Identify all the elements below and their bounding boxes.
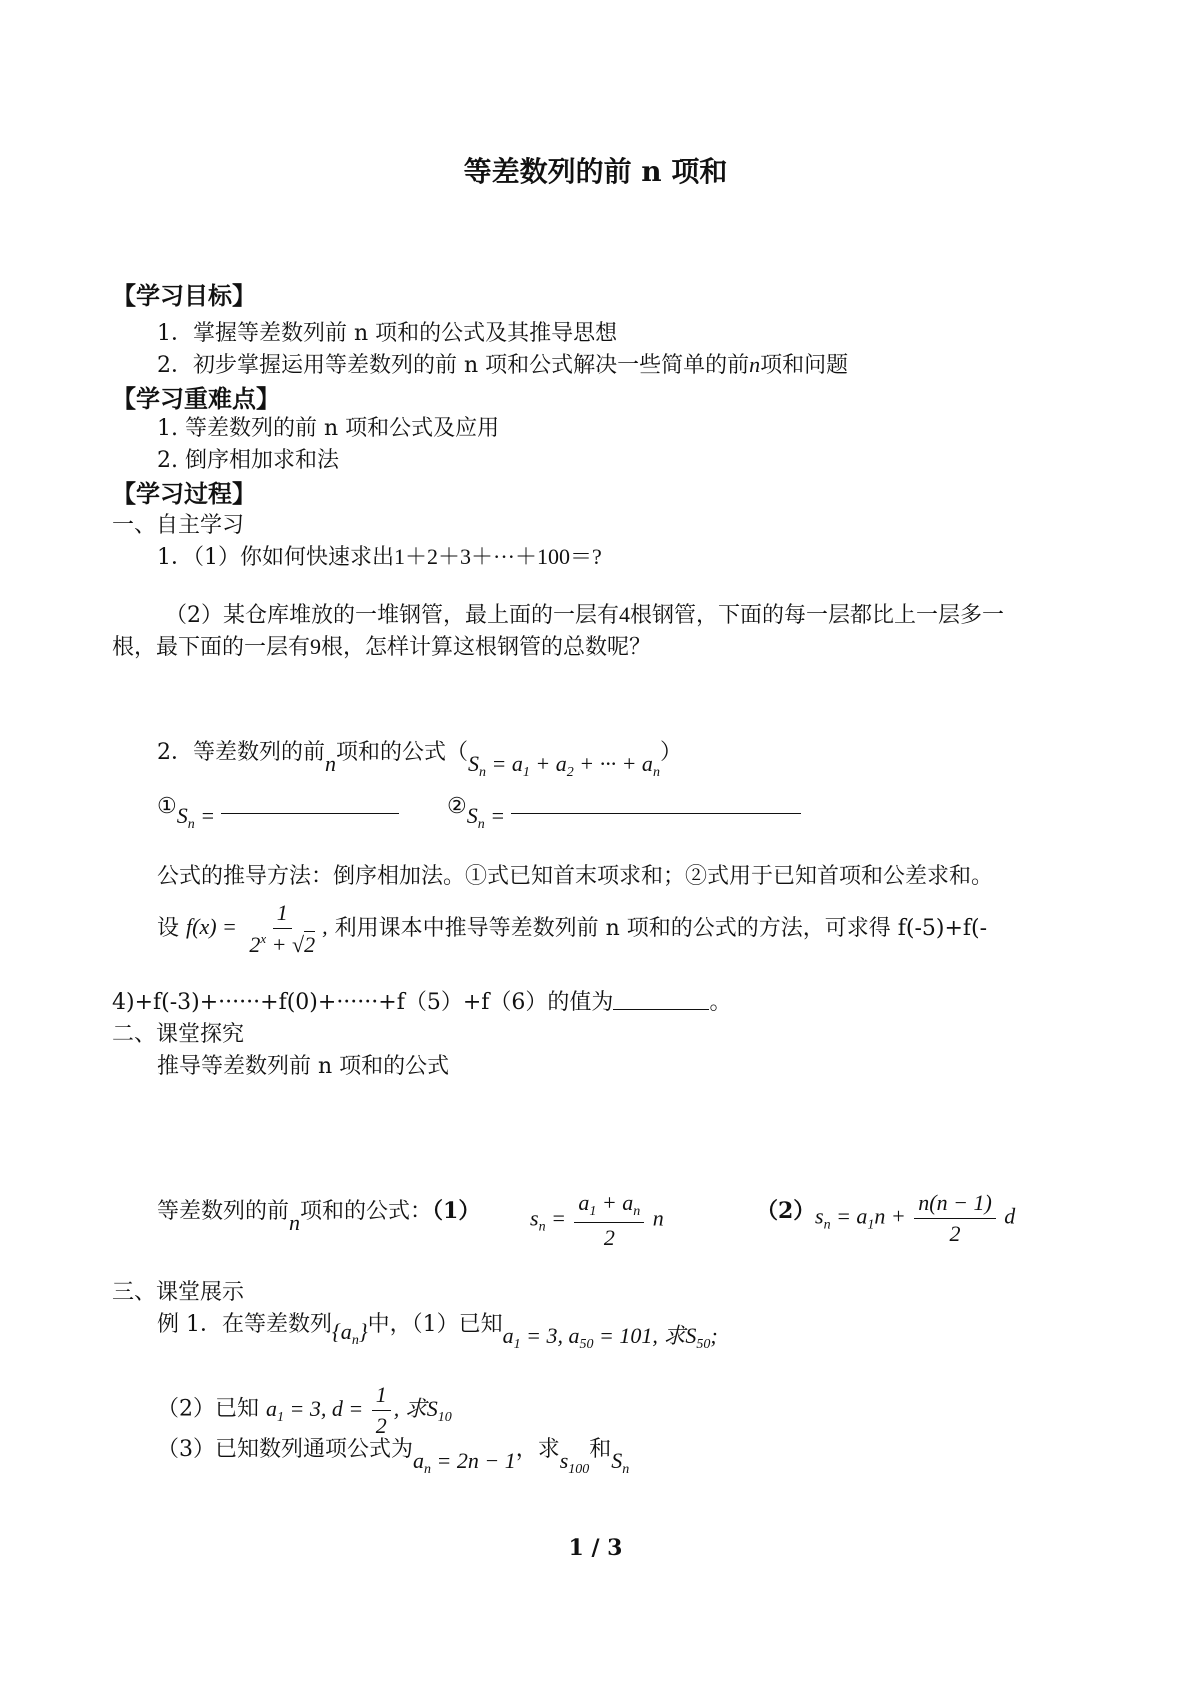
fx-answer-blank[interactable] xyxy=(613,1008,709,1010)
fx-problem-text-2: 4)+f(-3)+······+f(0)+······+f（5）+f（6）的值为 xyxy=(112,990,614,1015)
blank-formula-1 xyxy=(157,793,399,832)
example-1-prefix: 例 1．在等差数列 xyxy=(157,1312,332,1337)
question-2-text-a: （2）某仓库堆放的一堆钢管，最上面的一层有 xyxy=(165,603,619,628)
key-point-1: 1. 等差数列的前 n 项和公式及应用 xyxy=(157,416,500,441)
example-1-part-2 xyxy=(157,1382,452,1439)
question-2-line2 xyxy=(112,630,651,661)
s100-symbol: $s_{100}$ xyxy=(559,1448,590,1477)
derivation-note: 公式的推导方法：倒序相加法。①式已知首末项求和；②式用于已知首项和公差求和。 xyxy=(157,864,994,889)
key-point-2: 2. 倒序相加求和法 xyxy=(157,448,339,473)
question-2-text-b: 根钢管，下面的每一层都比上一层多一 xyxy=(630,603,1005,628)
sum-formula-suffix: 项和的公式： xyxy=(300,1199,433,1224)
question-1 xyxy=(157,540,602,571)
question-2-text-c: 根，最下面的一层有 xyxy=(112,635,311,660)
blank-1-marker: ① xyxy=(157,794,177,819)
sum-formula-label-2: （2） xyxy=(756,1198,816,1224)
question-2-line1 xyxy=(165,598,1004,629)
part1-heading: 一、自主学习 xyxy=(112,513,245,538)
fx-problem-prefix: 设 xyxy=(157,916,180,941)
goal-item-2-var: n xyxy=(749,352,761,377)
sequence-notation: $\{a_n\}$ xyxy=(332,1319,368,1348)
blank-2-line[interactable] xyxy=(511,812,801,814)
example-1-part-3-text: （3）已知数列通项公式为 xyxy=(157,1437,413,1462)
fx-definition: f(x) = $\frac{1}{2^x + √2}$ , xyxy=(186,900,328,957)
sum-formula-label-2-wrap xyxy=(756,1194,815,1225)
goal-item-2-suffix: 项和问题 xyxy=(760,353,849,378)
fx-fraction: $\frac{1}{2^x + √2}$ xyxy=(249,900,316,957)
question-1-sum: 1＋2＋3＋···＋100＝? xyxy=(394,544,602,569)
sum-formula-2: $s_n = a_1n$ + $\frac{n(n - 1)}{2}$ d xyxy=(815,1190,1016,1246)
blank-formula-2 xyxy=(447,793,801,832)
question-3-close: ） xyxy=(659,740,682,765)
question-2-bottom-count: 9 xyxy=(310,634,322,659)
example-1-condition: $a_1 = 3$, $a_{50} = 101$, 求$S_{50}$; xyxy=(502,1323,718,1352)
example-1-part-2-condition: $a_1 = 3$, d = $\frac{1}{2}$ , 求$S_{10}$ xyxy=(266,1382,452,1438)
example-1-part-2-text: （2）已知 xyxy=(157,1396,259,1422)
goal-item-2-text: 2．初步掌握运用等差数列的前 n 项和公式解决一些简单的前 xyxy=(157,353,750,378)
sum-formula-text xyxy=(157,1194,481,1235)
example-1-text: 中，（1）已知 xyxy=(367,1312,503,1337)
sum-formula-var: n xyxy=(289,1210,301,1235)
fx-problem-text: 利用课本中推导等差数列前 n 项和的公式的方法，可求得 f(-5)+f(- xyxy=(334,916,988,941)
example-1-part-3-ask: ，求 xyxy=(515,1437,560,1462)
blank-2-lhs: $S_n$ = xyxy=(466,803,511,832)
part2-heading: 二、课堂探究 xyxy=(112,1022,245,1047)
sum-formula-prefix: 等差数列的前 xyxy=(157,1199,290,1224)
sum-formula-label-1: （1） xyxy=(432,1198,481,1224)
question-3-suffix: 项和的公式（ xyxy=(336,740,469,765)
goal-item-2 xyxy=(157,348,848,379)
sum-formula-1: $s_n$ = $\frac{a_1 + a_n}{2}$ n xyxy=(530,1190,664,1250)
section-learning-process: 【学习过程】 xyxy=(112,479,256,508)
d-fraction: $\frac{1}{2}$ xyxy=(372,1382,391,1439)
question-3 xyxy=(157,735,682,780)
blank-1-lhs: $S_n$ = xyxy=(176,803,221,832)
example-1-part-3-and: 和 xyxy=(589,1437,612,1462)
page-number: 1 / 3 xyxy=(568,1535,623,1561)
blank-1-line[interactable] xyxy=(221,812,399,814)
question-1-label: 1．（1）你如何快速求出 xyxy=(157,545,394,570)
part3-heading: 三、课堂展示 xyxy=(112,1280,245,1305)
part2-task: 推导等差数列前 n 项和的公式 xyxy=(157,1054,450,1079)
sum-formula-1-fraction: $\frac{a_1 + a_n}{2}$ xyxy=(574,1190,644,1251)
general-term-formula: $a_n = 2n - 1$ xyxy=(413,1448,516,1477)
sn-symbol: $S_n$ xyxy=(611,1448,630,1477)
question-3-text: 2．等差数列的前 xyxy=(157,740,325,765)
example-1-part-3 xyxy=(157,1432,630,1477)
fx-problem-end: 。 xyxy=(709,990,732,1015)
question-2-top-count: 4 xyxy=(619,602,630,627)
page-title: 等差数列的前 n 项和 xyxy=(463,155,728,188)
sum-definition-formula: $S_n = a_1 + a_2$ + ··· + $a_n$ xyxy=(468,751,660,780)
sum-formula-2-fraction: $\frac{n(n - 1)}{2}$ xyxy=(914,1190,996,1247)
question-2-text-d: 根，怎样计算这根钢管的总数呢？ xyxy=(321,635,652,660)
question-3-var: n xyxy=(325,751,336,776)
section-key-points: 【学习重难点】 xyxy=(112,384,280,413)
section-learning-goals: 【学习目标】 xyxy=(112,281,256,310)
fx-problem-line1 xyxy=(157,900,987,958)
blank-2-marker: ② xyxy=(447,794,467,819)
fx-problem-line2 xyxy=(112,985,731,1016)
goal-item-1: 1．掌握等差数列前 n 项和的公式及其推导思想 xyxy=(157,321,618,346)
example-1 xyxy=(157,1307,718,1352)
